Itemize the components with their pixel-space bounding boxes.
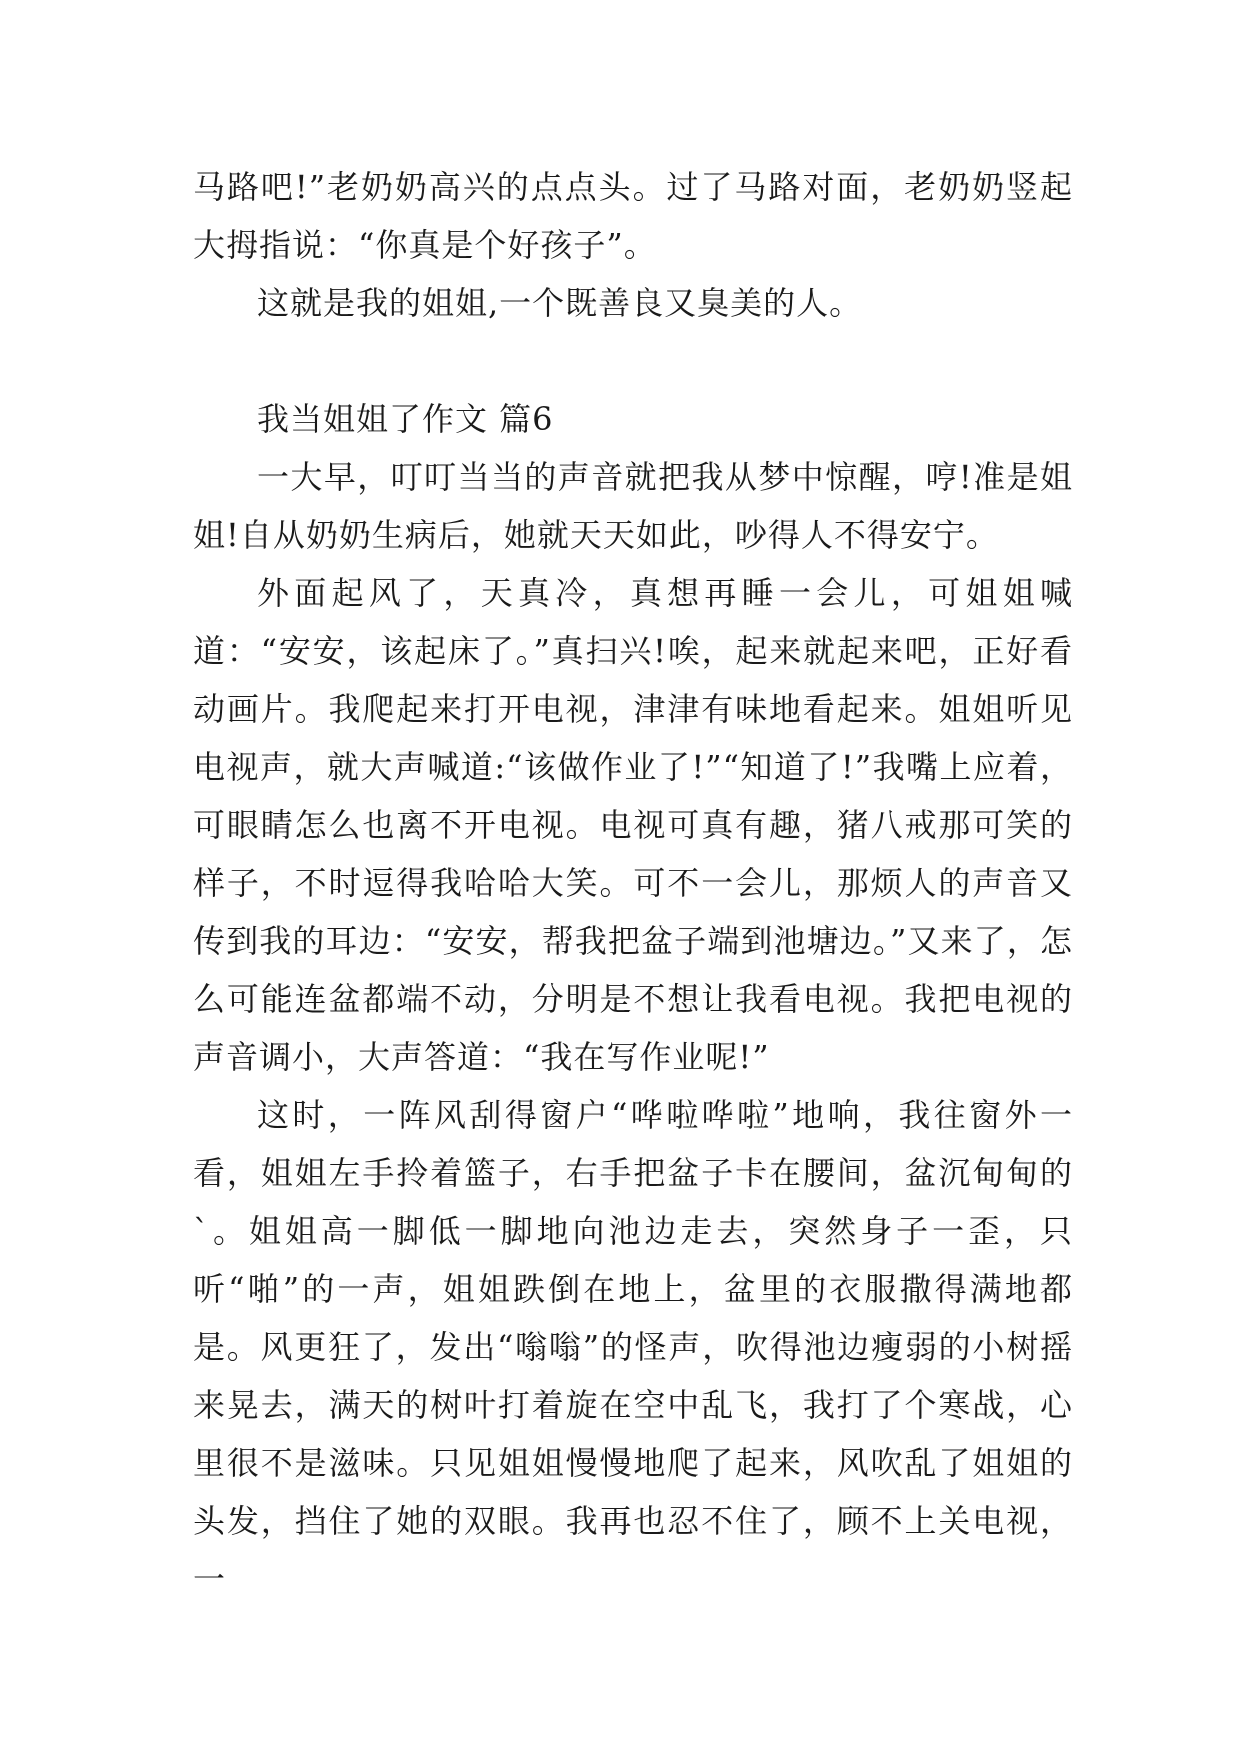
paragraph: 一大早，叮叮当当的声音就把我从梦中惊醒，哼!准是姐姐!自从奶奶生病后，她就天天如此，吵得人不得安宁。	[193, 458, 1073, 554]
paragraph: 外面起风了，天真冷，真想再睡一会儿，可姐姐喊道：“安安，该起床了。”真扫兴!唉，起来就起来吧，正好看动画片。我爬起来打开电视，津津有味地看起来。姐姐听见电视声，就大声喊道:“该做作业了!”“知道了!”我嘴上应着，可眼睛怎么也离不开电视。电视可真有趣，猪八戒那可笑的样子，不时逗得我哈哈大笑。可不一会儿，那烦人的声音又传到我的耳边：“安安，帮我把盆子端到池塘边。”又来了，怎么可能连盆都端不动，分明是不想让我看电视。我把电视的声音调小，大声答道：“我在写作业呢!”	[193, 574, 1073, 1076]
section-spacer	[193, 332, 1073, 390]
document-body	[193, 158, 1073, 1608]
paragraph-summary: 这就是我的姐姐,一个既善良又臭美的人。	[257, 284, 863, 322]
paragraph-continued: 马路吧!”老奶奶高兴的点点头。过了马路对面，老奶奶竖起大拇指说：“你真是个好孩子”。	[193, 168, 1073, 264]
section-title: 我当姐姐了作文 篇6	[257, 400, 554, 438]
paragraph: 这时，一阵风刮得窗户“哗啦哗啦”地响，我往窗外一看，姐姐左手拎着篮子，右手把盆子卡在腰间，盆沉甸甸的`。姐姐高一脚低一脚地向池边走去，突然身子一歪，只听“啪”的一声，姐姐跌倒在地上，盆里的衣服撒得满地都是。风更狂了，发出“嗡嗡”的怪声，吹得池边瘦弱的小树摇来晃去，满天的树叶打着旋在空中乱飞，我打了个寒战，心里很不是滋味。只见姐姐慢慢地爬了起来，风吹乱了姐姐的头发，挡住了她的双眼。我再也忍不住了，顾不上关电视，一	[193, 1096, 1073, 1598]
